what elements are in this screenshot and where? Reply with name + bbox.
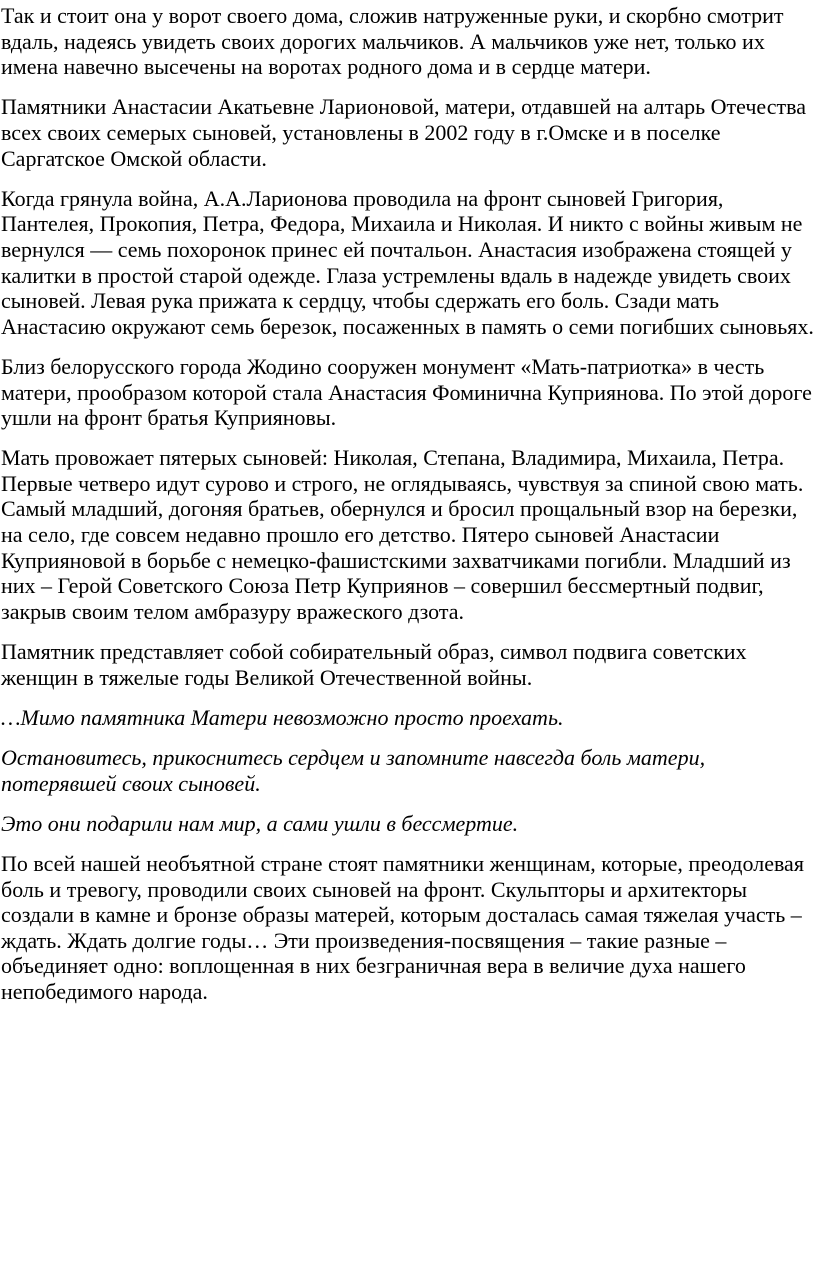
paragraph-monuments-across-country: По всей нашей необъятной стране стоят памятники женщинам, которые, преодолевая боль и тревогу, проводили своих сыновей на фронт. Скульпторы и архитекторы создали в камне и бронзе образы матерей, которым досталась самая тяжелая участь – ждать. Ждать долгие годы… Эти произведения-посвящения – такие разные – объединяет одно: воплощенная в них безграничная вера в величие духа нашего непобедимого народа. [1,850,804,1004]
paragraph-larionova-sons: Когда грянула война, А.А.Ларионова проводила на фронт сыновей Григория, Пантелея, Прокопия, Петра, Федора, Михаила и Николая. И никто с войны живым не вернулся — семь похоронок принес ей почтальон. Анастасия изображена стоящей у калитки в простой старой одежде. Глаза устремлены вдаль в надежде увидеть своих сыновей. Левая рука прижата к сердцу, чтобы сдержать его боль. Сзади мать Анастасию окружают семь березок, посаженных в память о семи погибших сыновьях. [1,185,814,339]
paragraph-zhodino-monument: Близ белорусского города Жодино сооружен монумент «Мать-патриотка» в честь матери, прообразом которой стала Анастасия Фоминична Куприянова. По этой дороге ушли на фронт братья Куприяновы. [1,353,812,431]
paragraph-larionova-monuments: Памятники Анастасии Акатьевне Ларионовой, матери, отдавшей на алтарь Отечества всех своих семерых сыновей, установлены в 2002 году в г.Омске и в поселке Саргатское Омской области. [1,94,806,171]
italic-line-cannot-pass: …Мимо памятника Матери невозможно просто проехать. [1,704,564,730]
italic-line-stop-and-remember: Остановитесь, прикоснитесь сердцем и запомните навсегда боль матери, потерявшей своих сыновей. [1,745,706,796]
italic-line-gave-us-peace: Это они подарили нам мир, а сами ушли в бессмертие. [1,810,519,836]
paragraph-collective-image: Памятник представляет собой собирательный образ, символ подвига советских женщин в тяжелые годы Великой Отечественной войны. [1,639,747,690]
paragraph-mother-at-gate: Так и стоит она у ворот своего дома, сложив натруженные руки, и скорбно смотрит вдаль, надеясь увидеть своих дорогих мальчиков. А мальчиков уже нет, только их имена навечно высечены на воротах родного дома и в сердце матери. [1,3,784,80]
paragraph-kupriyanov-sons: Мать провожает пятерых сыновей: Николая, Степана, Владимира, Михаила, Петра. Первые четверо идут сурово и строго, не оглядываясь, чувствуя за спиной свою мать. Самый младший, догоняя братьев, обернулся и бросил прощальный взор на березки, на село, где совсем недавно прошло его детство. Пятеро сыновей Анастасии Куприяновой в борьбе с немецко-фашистскими захватчиками погибли. Младший из них – Герой Советского Союза Петр Куприянов – совершил бессмертный подвиг, закрыв своим телом амбразуру вражеского дзота. [1,445,804,624]
